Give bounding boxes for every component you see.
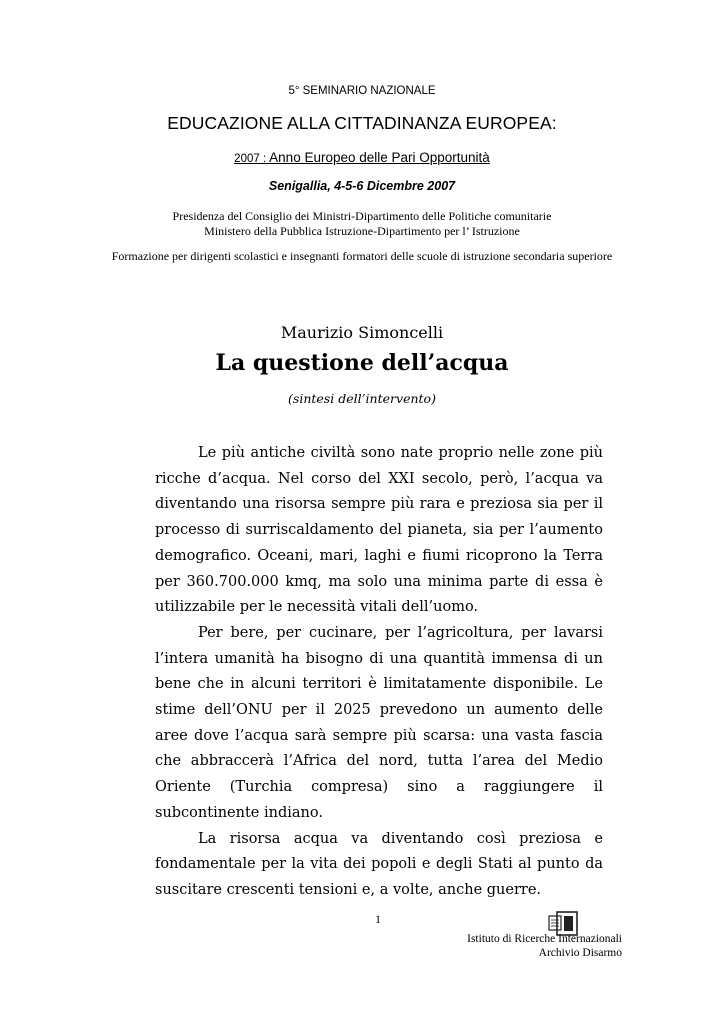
page-number: 1 [375, 912, 381, 926]
year-prefix: 2007 : [234, 153, 267, 165]
paragraph: Le più antiche civiltà sono nate proprio nelle zone più ricche d’acqua. Nel corso del XXI secolo, però, l’acqua va diventando una risorsa sempre più rara e preziosa sia per il processo di surriscaldamento del pianeta, sia per l’aumento demografico. Oceani, mari, laghi e fiumi ricoprono la Terra per 360.700.000 kmq, ma solo una minima parte di essa è utilizzabile per le necessità vitali dell’uomo. [155, 445, 603, 616]
author-name: Maurizio Simoncelli [280, 323, 444, 342]
event-place-date: Senigallia, 4-5-6 Dicembre 2007 [268, 179, 456, 193]
paragraph: Per bere, per cucinare, per l’agricoltura, per lavarsi l’intera umanità ha bisogno di una quantità immensa di un bene che in alcuni territori è limitatamente disponibile. Le stime dell’ONU per il 2025 prevedono un aumento delle aree dove l’acqua sarà sempre più scarsa: una vasta fascia che abbraccerà l’Africa del nord, tutta l’area del Medio Oriente (Turchia compresa) sino a raggiungere il subcontinente indiano. [155, 624, 603, 821]
organizer-presidenza: Presidenza del Consiglio dei Ministri-Dipartimento delle Politiche comunitarie [172, 209, 552, 223]
talk-title: La questione dell’acqua [215, 350, 509, 376]
body-text [155, 441, 603, 904]
year-theme: Anno Europeo delle Pari Opportunità [269, 150, 490, 165]
archive-name: Archivio Disarmo [538, 947, 622, 959]
event-title: EDUCAZIONE ALLA CITTADINANZA EUROPEA: [167, 113, 557, 133]
training-target: Formazione per dirigenti scolastici e insegnanti formatori delle scuole di istruzione secondaria superiore [111, 249, 613, 263]
year-line [0, 150, 724, 165]
organizer-ministero: Ministero della Pubblica Istruzione-Dipartimento per l’ Istruzione [204, 224, 520, 238]
institute-name: Istituto di Ricerche Internazionali [467, 933, 622, 945]
paragraph: La risorsa acqua va diventando così preziosa e fondamentale per la vita dei popoli e degli Stati al punto da suscitare crescenti tensioni e, a volte, anche guerre. [155, 830, 603, 898]
seminar-label: 5° SEMINARIO NAZIONALE [288, 85, 436, 97]
talk-subtitle: (sintesi dell’intervento) [288, 391, 436, 406]
